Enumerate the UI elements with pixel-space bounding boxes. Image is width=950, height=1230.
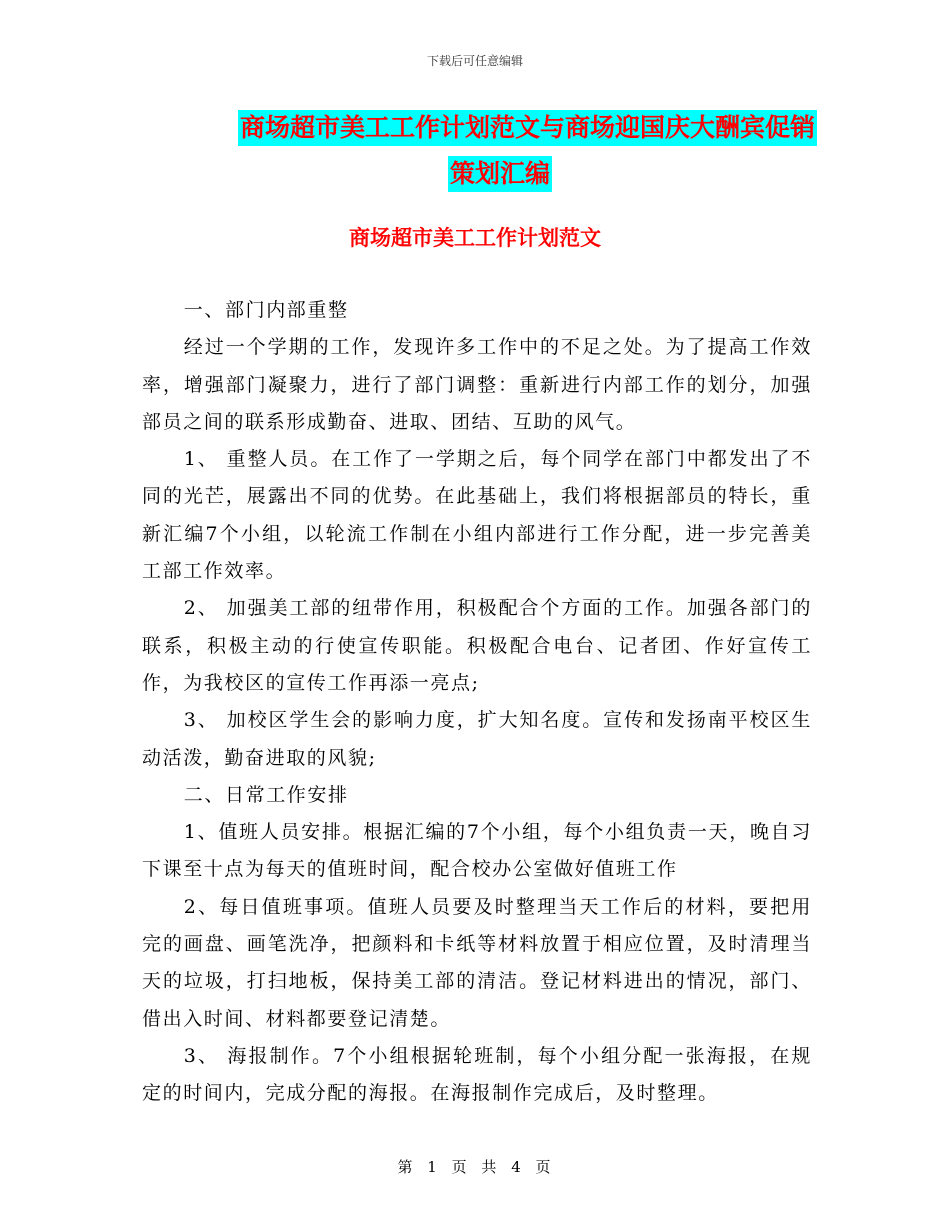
paragraph: 一、部门内部重整 [183,299,349,321]
page-footer [0,1156,950,1177]
paragraph: 二、日常工作安排 [183,783,349,806]
paragraph: 1、 重整人员。在工作了一学期之后，每个同学在部门中都发出了不同的光芒，展露出不同的优势。在此基础上，我们将根据部员的特长，重新汇编7个小组，以轮流工作制在小组内部进行工作分配，进一步完善美工部工作效率。 [142,448,812,583]
section-title: 商场超市美工工作计划范文 [349,225,601,250]
title-line-1: 商场超市美工工作计划范文与商场迎国庆大酬宾促销 [238,110,817,146]
document-title [140,110,860,202]
footer-suffix: 页 [535,1158,553,1176]
footer-total-pages: 4 [511,1158,523,1176]
footer-total-prefix: 共 [481,1158,499,1176]
paragraph: 经过一个学期的工作，发现许多工作中的不足之处。为了提高工作效率，增强部门凝聚力，进行了部门调整：重新进行内部工作的划分，加强部员之间的联系形成勤奋、进取、团结、互助的风气。 [142,336,812,433]
paragraph: 3、 海报制作。7个小组根据轮班制，每个小组分配一张海报，在规定的时间内，完成分配的海报。在海报制作完成后，及时整理。 [142,1044,812,1105]
body-text [142,292,812,1113]
paragraph: 1、值班人员安排。根据汇编的7个小组，每个小组负责一天，晚自习下课至十点为每天的值班时间，配合校办公室做好值班工作 [142,821,812,881]
header-note: 下载后可任意编辑 [426,54,523,68]
footer-mid: 页 [451,1158,469,1176]
title-line-2: 策划汇编 [448,156,552,192]
paragraph: 2、每日值班事项。值班人员要及时整理当天工作后的材料，要把用完的画盘、画笔洗净，把颜料和卡纸等材料放置于相应位置，及时清理当天的垃圾，打扫地板，保持美工部的清洁。登记材料进出的情况，部门、借出入时间、材料都要登记清楚。 [142,895,812,1030]
footer-page-number: 1 [427,1158,439,1176]
paragraph: 2、 加强美工部的纽带作用，积极配合个方面的工作。加强各部门的联系，积极主动的行使宣传职能。积极配合电台、记者团、作好宣传工作，为我校区的宣传工作再添一亮点; [142,597,812,694]
footer-prefix: 第 [397,1158,415,1176]
paragraph: 3、 加校区学生会的影响力度，扩大知名度。宣传和发扬南平校区生动活泼，勤奋进取的风貌; [142,709,812,769]
